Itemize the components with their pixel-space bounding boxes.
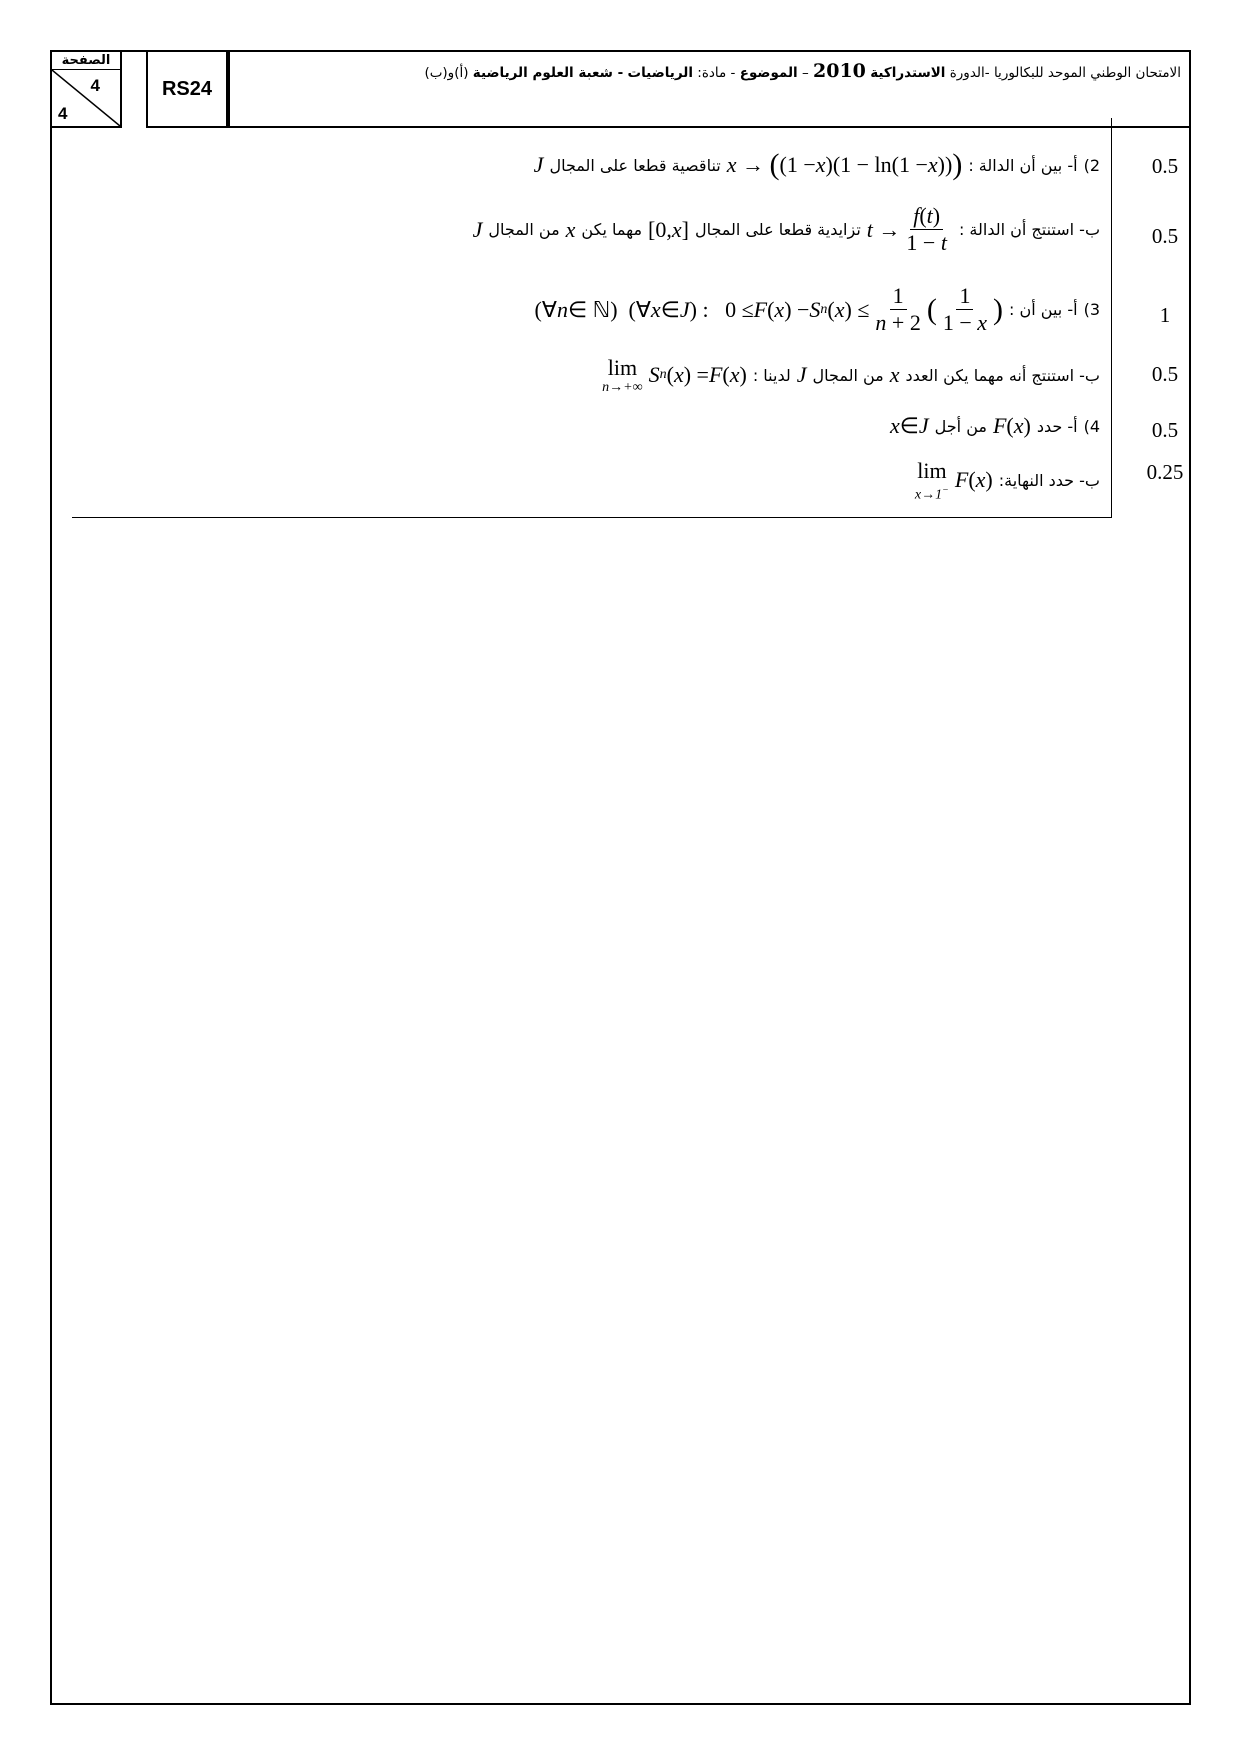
q3b-set: J: [796, 362, 807, 387]
q4b-limit: lim x→1− F ( x ): [914, 458, 993, 503]
q3b-mid: من المجال: [812, 365, 884, 385]
q2a-prefix: أ- بين أن الدالة :: [968, 155, 1078, 175]
q3b-suffix: لدينا :: [752, 365, 791, 385]
q2a-function: x → ( (1 − x )(1 − ln(1 − x )) ): [726, 148, 963, 181]
question-4a: [890, 413, 1100, 439]
q2b-set: J: [472, 216, 483, 242]
q3a-inequality: (∀ n ∈ ℕ) (∀ x ∈ J ) : 0 ≤ F ( x ) − S n ( x ) ≤ $\frac{1}{n + 2}$ ( $\frac{1}{1 - x}$ ): [534, 283, 1004, 335]
q4-number: 4): [1083, 416, 1100, 436]
score-q4a: 0.5: [1151, 418, 1179, 442]
q4a-prefix: أ- حدد: [1036, 416, 1078, 436]
title-part4: (أ)و(ب): [424, 65, 469, 81]
q3b-prefix: ب- استنتج أنه مهما يكن العدد: [905, 365, 1100, 385]
q3-number: 3): [1083, 300, 1100, 319]
score-divider-top: [1111, 118, 1112, 128]
q2b-mid2: مهما يكن: [581, 220, 643, 239]
question-2a: [533, 148, 1100, 181]
q3b-limit: lim n→+∞ S n ( x ) = F ( x ): [602, 355, 747, 395]
q2b-prefix: ب- استنتج أن الدالة :: [958, 220, 1100, 239]
q2b-var: x: [565, 216, 576, 242]
page-total: 4: [58, 104, 68, 123]
subject-label: الموضوع: [739, 65, 798, 81]
q2a-set: J: [533, 152, 544, 177]
title-part1: الامتحان الوطني الموحد للبكالوريا -الدورة: [949, 65, 1181, 81]
question-3a: [535, 283, 1100, 336]
exam-code: RS24: [146, 50, 228, 128]
q3a-prefix: أ- بين أن :: [1009, 300, 1078, 319]
q2b-interval: [0, x ]: [648, 216, 689, 242]
q2b-mid: تزايدية قطعا على المجال: [694, 220, 861, 239]
title-dash: –: [801, 65, 809, 81]
q4a-suffix: من أجل: [934, 416, 987, 436]
section-bottom-rule: [72, 517, 1112, 518]
q4a-expression: F ( x ): [992, 413, 1031, 438]
exam-year: 2010: [813, 60, 866, 82]
title-part3: - شعبة العلوم الرياضية: [472, 65, 624, 81]
page-number-box: [50, 50, 122, 128]
score-q2a: 0.5: [1151, 154, 1179, 178]
q2a-suffix: تناقصية قطعا على المجال: [549, 155, 721, 175]
score-q3a: 1: [1159, 303, 1171, 327]
question-3b: [602, 355, 1100, 395]
q2b-suffix: من المجال: [488, 220, 560, 239]
subject-name: الرياضيات: [627, 65, 693, 81]
page-label: الصفحة: [52, 53, 120, 70]
title-part2: - مادة:: [697, 65, 736, 81]
page-number: 4: [90, 76, 100, 95]
q4a-domain: x ∈ J: [889, 413, 929, 438]
question-2b: [473, 203, 1100, 256]
question-4b: [915, 458, 1100, 503]
exam-title: [226, 50, 1191, 128]
q3b-var: x: [889, 362, 900, 387]
score-q2b: 0.5: [1151, 224, 1179, 248]
score-q3b: 0.5: [1151, 362, 1179, 386]
q4b-prefix: ب- حدد النهاية:: [998, 470, 1100, 490]
score-q4b: 0.25: [1146, 460, 1184, 484]
q2b-function: t → $\frac{f(t)}{1 - t}$: [866, 203, 947, 255]
q2-number: 2): [1083, 155, 1100, 175]
score-column-divider: [1111, 128, 1112, 518]
session-word: الاستدراكية: [870, 65, 946, 81]
